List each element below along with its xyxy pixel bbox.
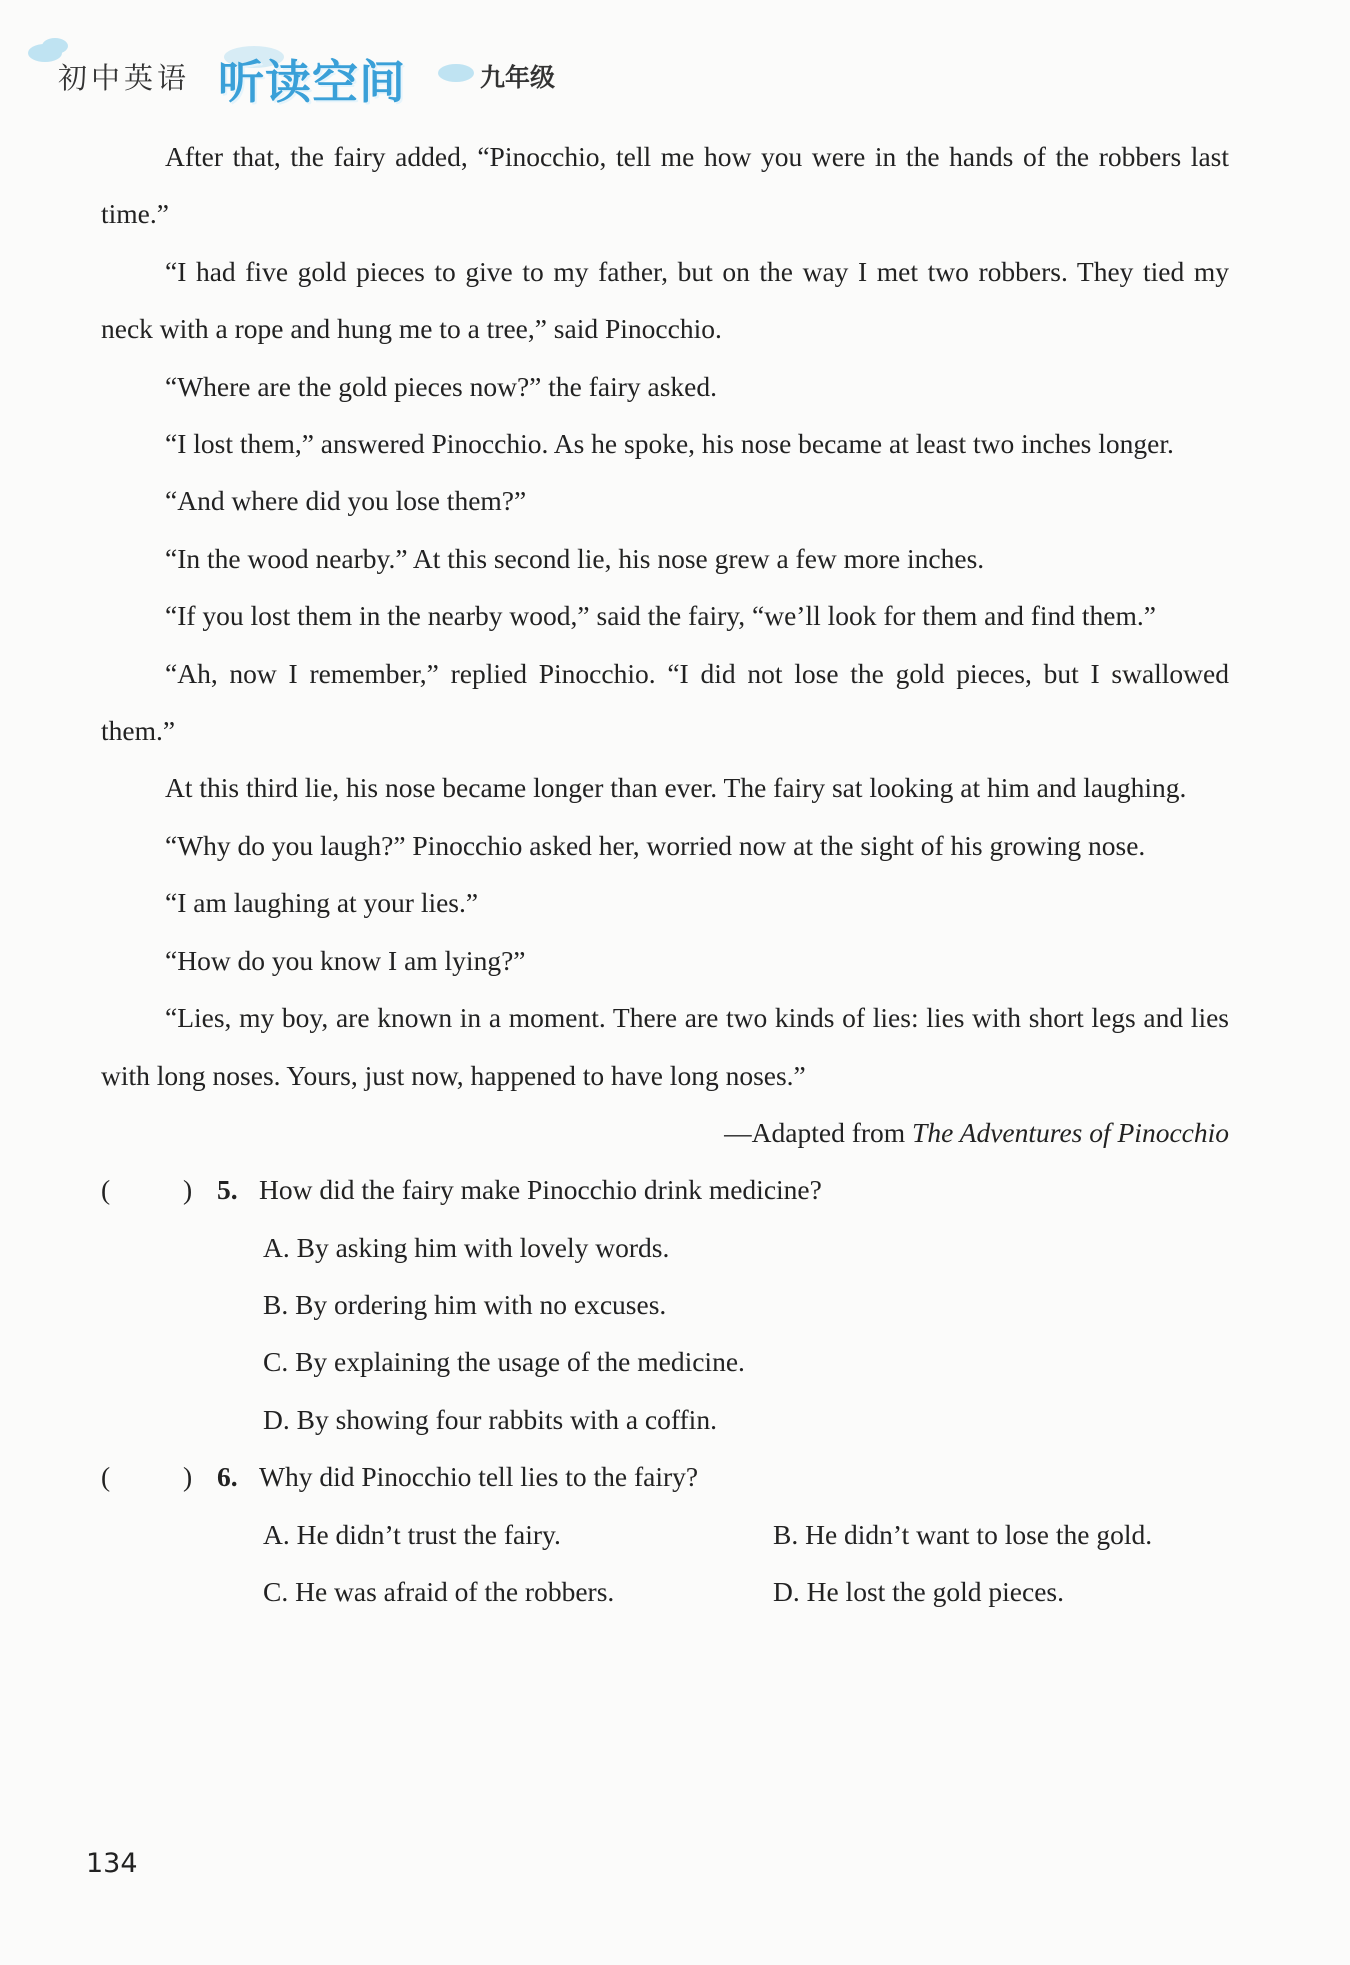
- option-c: C. He was afraid of the robbers.: [263, 1576, 615, 1608]
- question-text: How did the fairy make Pinocchio drink medicine?: [259, 1174, 822, 1206]
- cloud-decoration: [42, 38, 68, 54]
- paragraph: “How do you know I am lying?”: [165, 944, 526, 976]
- option-b: B. He didn’t want to lose the gold.: [773, 1518, 1153, 1550]
- question-6: [101, 1448, 1229, 1620]
- option-d: D. By showing four rabbits with a coffin.: [263, 1403, 717, 1435]
- question-text: Why did Pinocchio tell lies to the fairy?: [259, 1461, 699, 1493]
- answer-blank-open: (: [101, 1174, 111, 1206]
- paragraph: “I lost them,” answered Pinocchio. As he spoke, his nose became at least two inches longer.: [165, 428, 1174, 460]
- answer-blank-close: ): [183, 1174, 193, 1206]
- book-title: The Adventures of Pinocchio: [912, 1116, 1229, 1148]
- paragraph: “I am laughing at your lies.”: [165, 887, 479, 919]
- paragraph: “Why do you laugh?” Pinocchio asked her, worried now at the sight of his growing nose.: [165, 829, 1146, 861]
- paragraph: “And where did you lose them?”: [165, 485, 527, 517]
- option-c: C. By explaining the usage of the medicine.: [263, 1346, 745, 1378]
- question-number: 5.: [217, 1174, 238, 1206]
- paragraph: “If you lost them in the nearby wood,” said the fairy, “we’ll look for them and find them.”: [165, 600, 1156, 632]
- paragraph: At this third lie, his nose became longer than ever. The fairy sat looking at him and laughing.: [165, 772, 1187, 804]
- paragraph: “In the wood nearby.” At this second lie, his nose grew a few more inches.: [165, 542, 985, 574]
- option-b: B. By ordering him with no excuses.: [263, 1289, 667, 1321]
- grade-label: 九年级: [480, 63, 556, 92]
- answer-blank-close: ): [183, 1461, 193, 1493]
- option-a: A. By asking him with lovely words.: [263, 1231, 670, 1263]
- series-title: 初中英语: [58, 61, 191, 95]
- question-number: 6.: [217, 1461, 238, 1493]
- reading-passage: [101, 128, 1229, 1620]
- question-stem: [101, 1448, 1229, 1505]
- source-credit: [101, 1104, 1229, 1161]
- brand-logo: 听读空间: [218, 55, 406, 109]
- answer-blank-open: (: [101, 1461, 111, 1493]
- paragraph: “Lies, my boy, are known in a moment. There are two kinds of lies: lies with short legs and lies with long noses. Yours, just now, happened to have long noses.”: [101, 1002, 1229, 1091]
- page-number: 134: [86, 1848, 138, 1879]
- question-stem: [101, 1161, 1229, 1218]
- page-header: [28, 38, 728, 118]
- paragraph: After that, the fairy added, “Pinocchio, tell me how you were in the hands of the robbers last time.”: [101, 141, 1229, 230]
- paragraph: “Where are the gold pieces now?” the fairy asked.: [165, 370, 718, 402]
- paragraph: “Ah, now I remember,” replied Pinocchio. “I did not lose the gold pieces, but I swallowed them.”: [101, 657, 1229, 747]
- option-row: [101, 1506, 1229, 1563]
- option-d: D. He lost the gold pieces.: [773, 1576, 1064, 1608]
- paragraph: “I had five gold pieces to give to my father, but on the way I met two robbers. They tied my neck with a rope and hung me to a tree,” said Pinocchio.: [101, 255, 1229, 345]
- option-row: [101, 1563, 1229, 1620]
- cloud-decoration: [438, 64, 474, 82]
- option-a: A. He didn’t trust the fairy.: [263, 1518, 561, 1550]
- question-5: [101, 1161, 1229, 1448]
- credit-prefix: —Adapted from: [724, 1116, 913, 1148]
